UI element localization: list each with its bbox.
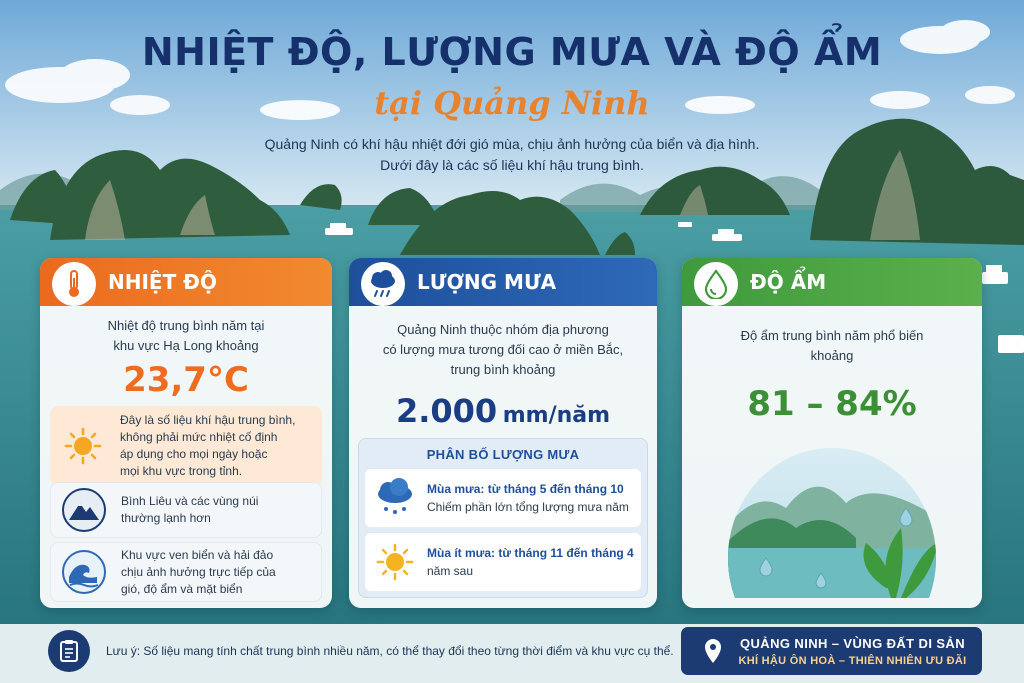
rainfall-desc-line-2: có lượng mưa tương đối cao ở miền Bắc,	[382, 342, 624, 357]
note-line: chịu ảnh hưởng trực tiếp của	[121, 564, 276, 579]
humidity-card-header	[682, 258, 982, 306]
rainfall-description	[349, 320, 657, 380]
footer-note: Lưu ý: Số liệu mang tính chất trung bình nhiều năm, có thể thay đổi theo từng thời điểm và khu vực cụ thể.	[106, 644, 674, 658]
humidity-description	[682, 326, 982, 366]
badge-line-1: QUẢNG NINH – VÙNG ĐẤT DI SẢN	[740, 635, 965, 651]
temperature-value: 23,7°C	[123, 360, 249, 400]
mountain-icon	[59, 485, 109, 535]
rainfall-card	[349, 258, 657, 608]
temperature-card-header	[40, 258, 332, 306]
rain-cloud-icon	[371, 474, 419, 522]
dry-season-row	[365, 533, 641, 591]
sun-icon	[58, 421, 108, 471]
note-line: thường lạnh hơn	[121, 511, 211, 525]
temperature-heading: NHIỆT ĐỘ	[108, 270, 217, 294]
rainfall-desc-line-3: trung bình khoảng	[450, 362, 556, 377]
rainy-season-row	[365, 469, 641, 527]
rainfall-value-number: 2.000	[395, 392, 498, 430]
wave-icon	[59, 547, 109, 597]
rainfall-desc-line-1: Quảng Ninh thuộc nhóm địa phương	[397, 322, 609, 337]
rainfall-heading: LƯỢNG MƯA	[417, 270, 557, 294]
humidity-value: 81 – 84%	[747, 384, 917, 424]
intro-line-2: Dưới đây là các số liệu khí hậu trung bình.	[380, 157, 644, 173]
humidity-card	[682, 258, 982, 608]
temperature-card	[40, 258, 332, 608]
rainy-season-note: Chiếm phần lớn tổng lượng mưa năm	[427, 500, 629, 514]
region-badge	[681, 627, 982, 675]
rainfall-distribution-title: PHÂN BỐ LƯỢNG MƯA	[426, 447, 580, 462]
humidity-desc-line-2: khoảng	[810, 348, 854, 363]
rain-cloud-icon	[361, 262, 405, 306]
thermometer-icon	[52, 262, 96, 306]
temperature-note-average	[50, 406, 322, 486]
page-title: NHIỆT ĐỘ, LƯỢNG MƯA VÀ ĐỘ ẨM	[141, 30, 883, 74]
dry-season-note: năm sau	[427, 564, 474, 578]
note-line: Khu vực ven biển và hải đảo	[121, 547, 274, 562]
rainfall-value-unit: mm/năm	[502, 403, 611, 428]
note-line: gió, độ ẩm và mặt biển	[121, 581, 243, 596]
water-drop-icon	[694, 262, 738, 306]
note-line: áp dụng cho mọi ngày hoặc	[120, 447, 268, 461]
temperature-description	[40, 316, 332, 356]
temperature-desc-line-1: Nhiệt độ trung bình năm tại	[107, 318, 265, 333]
note-line: Bình Liêu và các vùng núi	[121, 494, 259, 508]
note-line: không phải mức nhiệt cố định	[120, 430, 278, 444]
badge-line-2: KHÍ HẬU ÔN HOÀ – THIÊN NHIÊN ƯU ĐÃI	[738, 654, 967, 667]
intro-line-1: Quảng Ninh có khí hậu nhiệt đới gió mùa, chịu ảnh hưởng của biển và địa hình.	[264, 136, 760, 152]
humidity-desc-line-1: Độ ẩm trung bình năm phổ biến	[740, 328, 924, 343]
dry-season-period: Mùa ít mưa: từ tháng 11 đến tháng 4	[427, 546, 634, 560]
temperature-desc-line-2: khu vực Hạ Long khoảng	[113, 338, 259, 353]
page-subtitle: tại Quảng Ninh	[374, 84, 650, 122]
note-line: mọi khu vực trong tỉnh.	[120, 464, 243, 478]
rainfall-distribution-panel	[358, 438, 648, 598]
humidity-illustration	[726, 448, 938, 598]
intro-text	[212, 134, 812, 176]
rainfall-card-header	[349, 258, 657, 306]
rainy-season-period: Mùa mưa: từ tháng 5 đến tháng 10	[427, 482, 624, 496]
clipboard-icon	[48, 630, 90, 672]
sun-icon	[371, 538, 419, 586]
temperature-note-coast	[50, 542, 322, 602]
temperature-note-mountains	[50, 482, 322, 538]
location-pin-icon	[693, 638, 733, 664]
humidity-heading: ĐỘ ẨM	[750, 270, 827, 294]
rainfall-value	[349, 392, 657, 430]
note-line: Đây là số liệu khí hậu trung bình,	[120, 413, 296, 427]
